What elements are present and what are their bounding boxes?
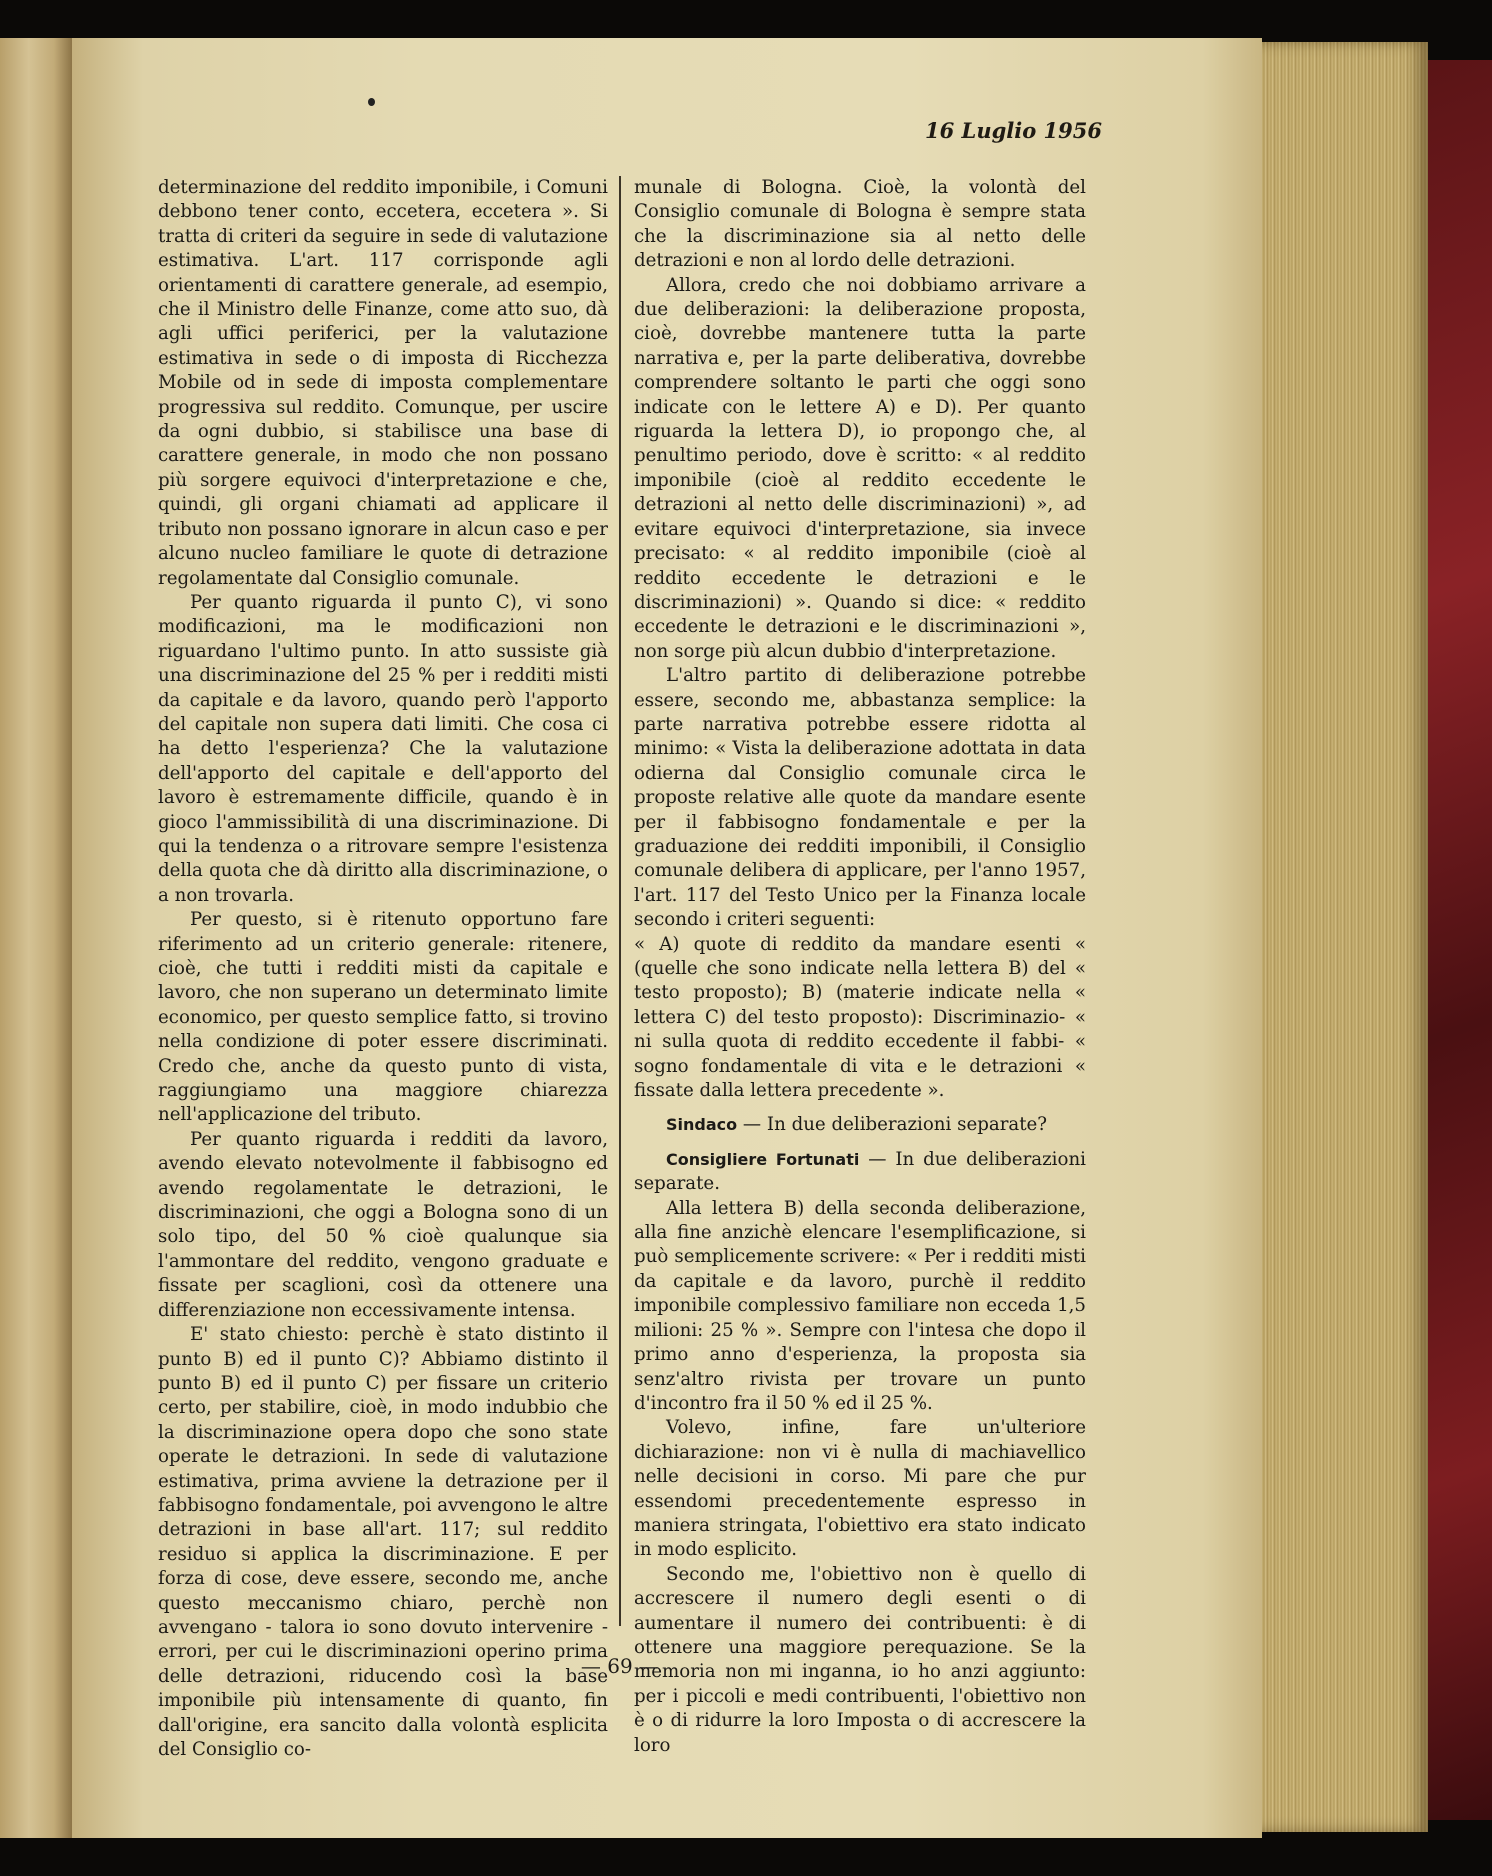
paragraph: Per questo, si è ritenuto opportuno fare riferimento ad un criterio generale: ritenere, cioè, che tutti i redditi misti da capitale e lavoro, che non superano un determinato limite economico, per questo semplice fatto, si trovino nella condizione di poter essere discriminati. Credo che, anche da questo punto di vista, raggiungiamo una maggiore chiarezza nell'applicazione del tributo. xyxy=(158,909,608,1126)
speaker-name: Consigliere Fortunati xyxy=(666,1149,860,1169)
paragraph: Per quanto riguarda i redditi da lavoro, avendo elevato notevolmente il fabbisogno ed avendo regolamentate le detrazioni, le discriminazioni, che oggi a Bologna sono di un solo tipo, del 50 % cioè qualunque sia l'ammontare del reddito, vengono graduate e fissate per scaglioni, così da ottenere una differenziazione non eccessivamente intensa. xyxy=(158,1128,608,1321)
quoted-criteria: « A) quote di reddito da mandare esenti « (quelle che sono indicate nella lettera B) del « testo proposto); B) (materie indicate nella « lettera C) del testo proposto): Discriminazio- « ni sulla quota di reddito eccedente il fabbi- « sogno fondamentale di vita e le detrazioni « fissate dalla lettera precedente ». xyxy=(634,933,1086,1102)
page-header-date: 16 Luglio 1956 xyxy=(925,118,1102,143)
paragraph: E' stato chiesto: perchè è stato distinto il punto B) ed il punto C)? Abbiamo distinto il punto B) ed il punto C) per fissare un criterio certo, per stabilire, cioè, in modo indubbio che la discriminazione opera dopo che sono state operate le detrazioni. In sede di valutazione estimativa, prima avviene la detrazione per il fabbisogno fondamentale, poi avvengono le altre detrazioni in base all'art. 117; sul reddito residuo si applica la discriminazione. E per forza di cose, deve essere, secondo me, anche questo meccanismo chiaro, perchè non avvengano - talora io sono dovuto intervenire - errori, per cui le discriminazioni operino prima delle detrazioni, riducendo così la base imponibile più intensamente di quanto, fin dall'origine, era sancito dalla volontà esplicita del Consiglio co- xyxy=(158,1324,608,1760)
speech-text: — In due deliberazioni separate. xyxy=(634,1148,1086,1195)
speech-sindaco xyxy=(634,1113,1086,1137)
paragraph: munale di Bologna. Cioè, la volontà del Consiglio comunale di Bologna è sempre stata che la discriminazione sia al netto delle detrazioni e non al lordo delle detrazioni. xyxy=(634,177,1086,272)
speech-text: — In due deliberazioni separate? xyxy=(742,1114,1048,1136)
paragraph: determinazione del reddito imponibile, i Comuni debbono tener conto, eccetera, eccetera ». Si tratta di criteri da seguire in sede di valutazione estimativa. L'art. 117 corrisponde agli orientamenti di carattere generale, ad esempio, che il Ministro delle Finanze, come atto suo, dà agli uffici periferici, per la valutazione estimativa in sede o di imposta di Ricchezza Mobile od in sede di imposta complementare progressiva sul reddito. Comunque, per uscire da ogni dubbio, si stabilisce una base di carattere generale, in modo che non possano più sorgere equivoci d'interpretazione e che, quindi, gli organi chiamati ad applicare il tributo non possano ignorare in alcun caso e per alcuno nucleo familiare le quote di detrazione regolamentate dal Consiglio comunale. xyxy=(158,177,608,589)
paragraph: Allora, credo che noi dobbiamo arrivare a due deliberazioni: la deliberazione proposta, cioè, dovrebbe mantenere tutta la parte narrativa e, per la parte deliberativa, dovrebbe comprendere soltanto le parti che oggi sono indicate con le lettere A) e D). Per quanto riguarda la lettera D), io propongo che, al penultimo periodo, dove è scritto: « al reddito imponibile (cioè al reddito eccedente le detrazioni al netto delle discriminazioni) », ad evitare equivoci d'interpretazione, sia invece precisato: « al reddito imponibile (cioè al reddito eccedente le detrazioni e le discriminazioni) ». Quando si dice: « reddito eccedente le detrazioni e le discriminazioni », non sorge più alcun dubbio d'interpretazione. xyxy=(634,274,1086,662)
paragraph: Volevo, infine, fare un'ulteriore dichiarazione: non vi è nulla di machiavellico nelle decisioni in corso. Mi pare che pur essendomi precedentemente espresso in maniera stringata, l'obiettivo era stato indicato in modo esplicito. xyxy=(634,1417,1086,1561)
speech-fortunati xyxy=(634,1148,1086,1197)
facing-page-edge xyxy=(0,38,72,1838)
ink-spot xyxy=(368,98,375,106)
page-number: — 69 — xyxy=(580,1654,660,1678)
right-text-column xyxy=(634,176,1086,1758)
paragraph: Secondo me, l'obiettivo non è quello di accrescere il numero degli esenti o di aumentare il numero dei contribuenti: è di ottenere una maggiore perequazione. Se la memoria non mi inganna, io ho anzi aggiunto: per i piccoli e medi contribuenti, l'obiettivo non è o di ridurre la loro Imposta o di accrescere la loro xyxy=(634,1563,1086,1756)
column-divider xyxy=(619,176,621,1626)
speaker-name: Sindaco xyxy=(666,1115,738,1135)
page-block-edges xyxy=(1262,42,1428,1832)
left-text-column xyxy=(158,176,608,1762)
book-cover xyxy=(1428,60,1492,1820)
paragraph: Alla lettera B) della seconda deliberazione, alla fine anzichè elencare l'esemplificazione, si può semplicemente scrivere: « Per i redditi misti da capitale e da lavoro, purchè il reddito imponibile complessivo familiare non ecceda 1,5 milioni: 25 % ». Sempre con l'intesa che dopo il primo anno d'esperienza, la proposta sia senz'altro rivista per trovare un punto d'incontro fra il 50 % ed il 25 %. xyxy=(634,1197,1086,1414)
paragraph: Per quanto riguarda il punto C), vi sono modificazioni, ma le modificazioni non riguardano l'ultimo punto. In atto sussiste già una discriminazione del 25 % per i redditi misti da capitale e da lavoro, quando però l'apporto del capitale non supera dati limiti. Che cosa ci ha detto l'esperienza? Che la valutazione dell'apporto del capitale e dell'apporto del lavoro è estremamente difficile, quando è in gioco l'ammissibilità di una discriminazione. Di qui la tendenza o a ritrovare sempre l'esistenza della quota che dà diritto alla discriminazione, o a non trovarla. xyxy=(158,591,608,906)
paragraph: L'altro partito di deliberazione potrebbe essere, secondo me, abbastanza semplice: la parte narrativa potrebbe essere ridotta al minimo: « Vista la deliberazione adottata in data odierna dal Consiglio comunale circa le proposte relative alle quote da mandare esente per il fabbisogno fondamentale e per la graduazione dei redditi imponibili, il Consiglio comunale delibera di applicare, per l'anno 1957, l'art. 117 del Testo Unico per la Finanza locale secondo i criteri seguenti: xyxy=(634,665,1086,931)
